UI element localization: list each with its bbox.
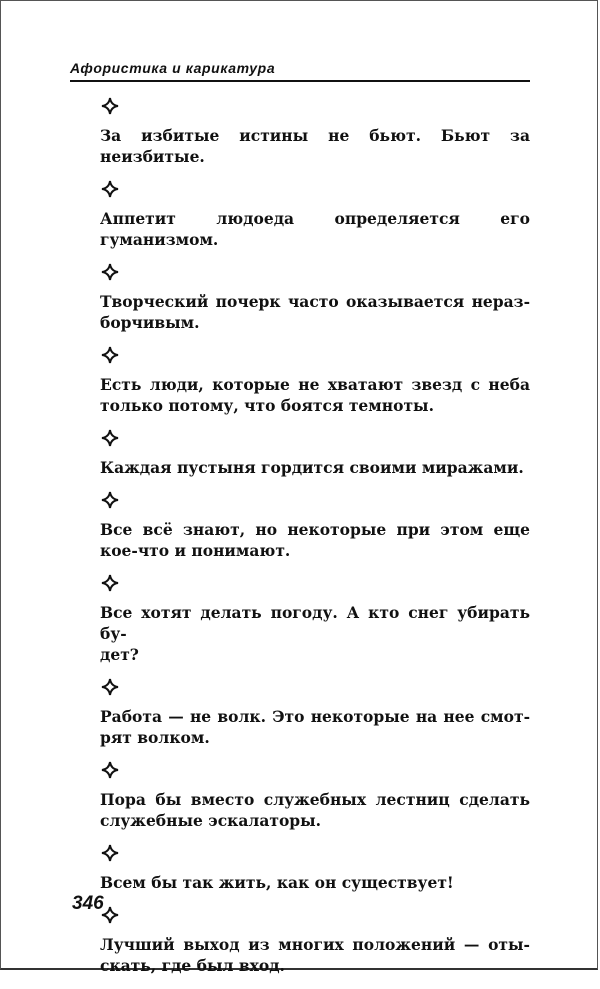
aphorism-text: Пора бы вместо служебных лестниц сделать служебные эскалаторы. (100, 790, 530, 830)
aphorism-entry (100, 491, 530, 561)
aphorism-entry (100, 761, 530, 831)
four-point-star-icon (101, 429, 119, 447)
aphorism-text: Работа — не волк. Это некоторые на нее смот- рят волком. (100, 707, 530, 747)
four-point-star-icon (101, 844, 119, 862)
aphorism-text: Все хотят делать погоду. А кто снег убирать бу- дет? (100, 603, 530, 664)
aphorism-text: Лучший выход из многих положений — оты- скать, где был вход. (100, 935, 530, 975)
aphorism-text: За избитые истины не бьют. Бьют за неизбитые. (100, 126, 530, 166)
aphorism-entry (100, 429, 530, 478)
page-number: 346 (72, 893, 104, 914)
aphorism-entry (100, 574, 530, 665)
four-point-star-icon (101, 180, 119, 198)
aphorism-entry (100, 180, 530, 250)
aphorism-entry (100, 263, 530, 333)
four-point-star-icon (101, 491, 119, 509)
aphorism-entry (100, 346, 530, 416)
four-point-star-icon (101, 97, 119, 115)
aphorism-text: Всем бы так жить, как он существует! (100, 873, 454, 892)
aphorism-text: Каждая пустыня гордится своими миражами. (100, 458, 524, 477)
aphorism-text: Творческий почерк часто оказывается нераз- борчивым. (100, 292, 530, 332)
aphorism-entry (100, 97, 530, 167)
aphorism-text: Все всё знают, но некоторые при этом еще кое-что и понимают. (100, 520, 530, 560)
four-point-star-icon (101, 263, 119, 281)
running-header (70, 58, 530, 82)
aphorism-text: Аппетит людоеда определяется его гуманизмом. (100, 209, 530, 249)
aphorism-entry (100, 844, 530, 893)
four-point-star-icon (101, 761, 119, 779)
aphorism-text: Есть люди, которые не хватают звезд с неба только потому, что боятся темноты. (100, 375, 530, 415)
four-point-star-icon (101, 678, 119, 696)
aphorism-list (100, 90, 530, 989)
four-point-star-icon (101, 346, 119, 364)
four-point-star-icon (101, 574, 119, 592)
running-title: Афористика и карикатура (70, 60, 276, 76)
aphorism-entry (100, 678, 530, 748)
aphorism-entry (100, 906, 530, 976)
